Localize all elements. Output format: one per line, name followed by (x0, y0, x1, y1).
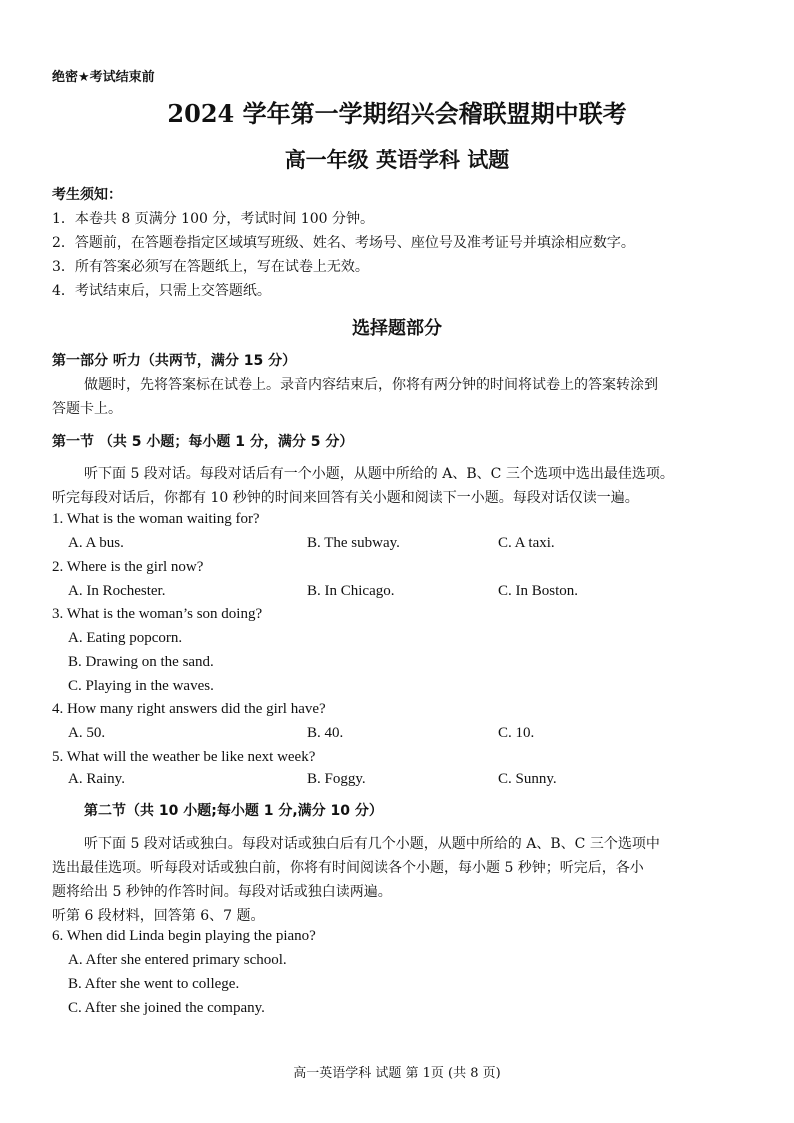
material-note: 听第 6 段材料，回答第 6、7 题。 (52, 908, 265, 924)
option-c: C. Sunny. (498, 771, 557, 787)
exam-title: 2024 学年第一学期绍兴会稽联盟期中联考 (167, 99, 627, 128)
option-c: C. Playing in the waves. (68, 678, 214, 694)
option-c: C. After she joined the company. (68, 1000, 265, 1016)
option-a: A. Rainy. (68, 771, 125, 787)
option-a: A. 50. (68, 725, 106, 741)
section2-heading: 第二节（共 10 小题;每小题 1 分,满分 10 分） (84, 803, 383, 819)
question-stem: 3. What is the woman’s son doing? (52, 606, 263, 622)
option-a: A. Eating popcorn. (68, 630, 183, 646)
option-b: B. After she went to college. (68, 976, 240, 992)
option-b: B. The subway. (307, 535, 400, 551)
option-b: B. 40. (307, 725, 344, 741)
question-stem: 5. What will the weather be like next week? (52, 749, 316, 765)
option-c: C. In Boston. (498, 583, 579, 599)
part1-instruction: 做题时，先将答案标在试卷上。录音内容结束后，你将有两分钟的时间将试卷上的答案转涂到 (84, 377, 658, 393)
section1-instruction: 听下面 5 段对话。每段对话后有一个小题，从题中所给的 A、B、C 三个选项中选出最佳选项。 (84, 466, 674, 482)
question-stem: 6. When did Linda begin playing the piano? (52, 928, 316, 944)
notice-item: 3．所有答案必须写在答题纸上，写在试卷上无效。 (52, 259, 369, 275)
option-a: A. After she entered primary school. (68, 952, 287, 968)
page-footer: 高一英语学科 试题 第 1页 (共 8 页) (293, 1066, 501, 1081)
section2-instruction: 听下面 5 段对话或独白。每段对话或独白后有几个小题，从题中所给的 A、B、C 三个选项中 (84, 836, 660, 852)
section-heading: 选择题部分 (352, 318, 442, 339)
option-a: A. In Rochester. (68, 583, 166, 599)
option-c: C. 10. (498, 725, 535, 741)
notice-item: 1．本卷共 8 页满分 100 分，考试时间 100 分钟。 (52, 211, 374, 227)
notice-item: 4．考试结束后，只需上交答题纸。 (52, 283, 271, 299)
option-c: C. A taxi. (498, 535, 555, 551)
notice-heading: 考生须知： (52, 187, 122, 203)
question-stem: 2. Where is the girl now? (52, 559, 204, 575)
option-b: B. Drawing on the sand. (68, 654, 214, 670)
section2-instruction: 选出最佳选项。听每段对话或独白前，你将有时间阅读各个小题，每小题 5 秒钟；听完后，各小 (52, 860, 644, 876)
question-stem: 1. What is the woman waiting for? (52, 511, 260, 527)
section2-instruction: 题将给出 5 秒钟的作答时间。每段对话或独白读两遍。 (52, 884, 392, 900)
section1-heading: 第一节 （共 5 小题；每小题 1 分，满分 5 分） (52, 434, 354, 450)
option-a: A. A bus. (68, 535, 124, 551)
option-b: B. In Chicago. (307, 583, 395, 599)
section1-instruction: 听完每段对话后，你都有 10 秒钟的时间来回答有关小题和阅读下一小题。每段对话仅读一遍。 (52, 490, 639, 506)
option-b: B. Foggy. (307, 771, 366, 787)
part1-heading: 第一部分 听力（共两节，满分 15 分） (52, 353, 297, 369)
part1-instruction: 答题卡上。 (52, 401, 122, 417)
notice-item: 2．答题前，在答题卷指定区域填写班级、姓名、考场号、座位号及准考证号并填涂相应数字。 (52, 235, 635, 251)
confidential-label: 绝密★考试结束前 (52, 70, 155, 85)
question-stem: 4. How many right answers did the girl have? (52, 701, 326, 717)
exam-subtitle: 高一年级 英语学科 试题 (284, 147, 510, 172)
